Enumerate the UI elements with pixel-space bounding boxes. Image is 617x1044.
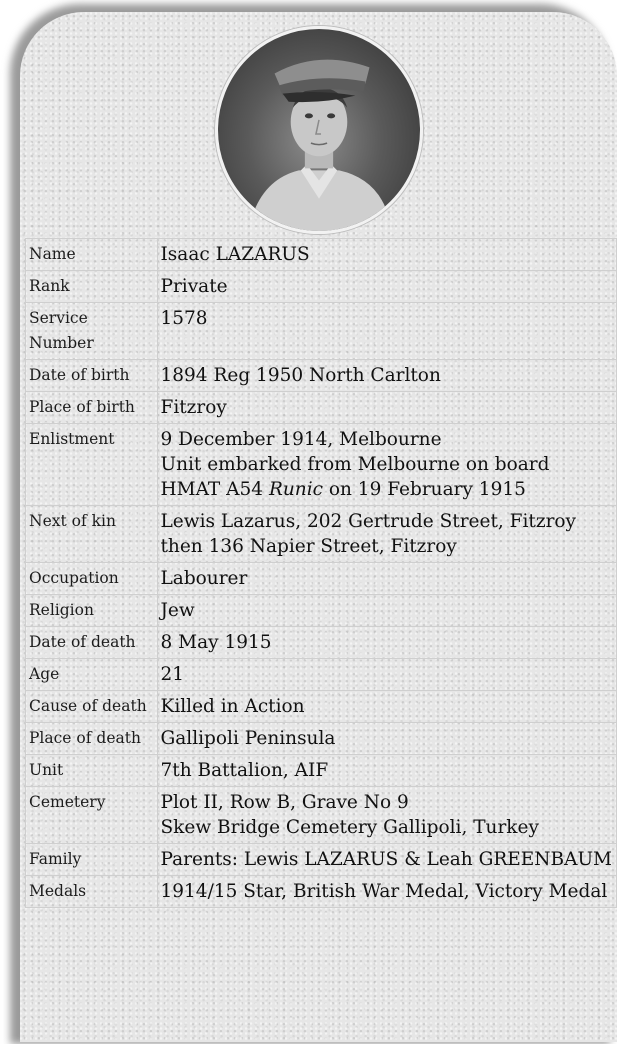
field-value-line: 1894 Reg 1950 North Carlton	[160, 365, 441, 386]
record-row	[26, 360, 617, 392]
record-row	[26, 844, 617, 876]
field-value-line: Parents: Lewis LAZARUS & Leah GREENBAUM	[160, 849, 612, 870]
field-value-line: 1914/15 Star, British War Medal, Victory Medal	[160, 881, 608, 902]
record-row	[26, 239, 617, 271]
field-value	[157, 723, 617, 755]
field-value-line: 1578	[160, 308, 208, 329]
field-value	[157, 627, 617, 659]
record-row	[26, 506, 617, 563]
record-row	[26, 787, 617, 844]
field-label: Occupation	[26, 563, 158, 595]
field-label: Date of birth	[26, 360, 158, 392]
record-row	[26, 755, 617, 787]
service-record-table	[25, 238, 617, 908]
field-value	[157, 506, 617, 563]
field-value	[157, 563, 617, 595]
record-row	[26, 424, 617, 506]
field-value-line	[161, 477, 613, 502]
field-label: Name	[26, 239, 158, 271]
field-value	[157, 303, 617, 360]
field-value	[157, 392, 617, 424]
field-value-line: Jew	[160, 600, 195, 621]
field-value-line: 8 May 1915	[160, 632, 272, 653]
field-value	[157, 755, 617, 787]
record-row	[26, 659, 617, 691]
field-value-line: Plot II, Row B, Grave No 9	[160, 792, 409, 813]
field-label: Medals	[26, 876, 158, 908]
record-row	[26, 691, 617, 723]
field-label: Religion	[26, 595, 158, 627]
soldier-portrait-illustration	[218, 29, 420, 231]
field-label: Next of kin	[26, 506, 158, 563]
field-value-line: then 136 Napier Street, Fitzroy	[160, 536, 457, 557]
field-label: Rank	[26, 271, 158, 303]
field-value	[157, 271, 617, 303]
record-row	[26, 392, 617, 424]
field-value-line: 21	[160, 664, 185, 685]
field-label: Cemetery	[26, 787, 158, 844]
field-value-line: Unit embarked from Melbourne on board	[160, 454, 550, 475]
field-value-line: 7th Battalion, AIF	[160, 760, 329, 781]
field-value-line: Lewis Lazarus, 202 Gertrude Street, Fitzroy	[160, 511, 577, 532]
record-row	[26, 303, 617, 360]
record-row	[26, 627, 617, 659]
field-value-line: Skew Bridge Cemetery Gallipoli, Turkey	[160, 817, 539, 838]
ship-name: Runic	[268, 479, 323, 500]
field-value	[157, 659, 617, 691]
field-value	[157, 360, 617, 392]
record-row	[26, 876, 617, 908]
field-value-line: Gallipoli Peninsula	[160, 728, 336, 749]
field-value	[157, 239, 617, 271]
field-label: Unit	[26, 755, 158, 787]
record-row	[26, 563, 617, 595]
field-value	[157, 787, 617, 844]
field-label: Enlistment	[26, 424, 158, 506]
field-value-line: Labourer	[160, 568, 248, 589]
field-value-line: Killed in Action	[160, 696, 305, 717]
field-label: Place of death	[26, 723, 158, 755]
field-value-line: Fitzroy	[160, 397, 227, 418]
record-row	[26, 271, 617, 303]
record-row	[26, 723, 617, 755]
field-label: Family	[26, 844, 158, 876]
field-label: Date of death	[26, 627, 158, 659]
field-value	[157, 691, 617, 723]
soldier-portrait-photo	[215, 26, 423, 234]
field-label: Cause of death	[26, 691, 158, 723]
field-value	[157, 595, 617, 627]
field-label: Service Number	[26, 303, 158, 360]
field-value-line: Isaac LAZARUS	[160, 244, 310, 265]
headstone-card	[20, 12, 617, 1042]
field-label: Place of birth	[26, 392, 158, 424]
field-value	[157, 844, 617, 876]
field-value	[157, 876, 617, 908]
field-label: Age	[26, 659, 158, 691]
field-value-line: Private	[160, 276, 228, 297]
ship-prefix: HMAT A54	[160, 479, 269, 500]
field-value-line: 9 December 1914, Melbourne	[160, 429, 442, 450]
record-row	[26, 595, 617, 627]
ship-suffix: on 19 February 1915	[322, 479, 526, 500]
field-value	[157, 424, 617, 506]
